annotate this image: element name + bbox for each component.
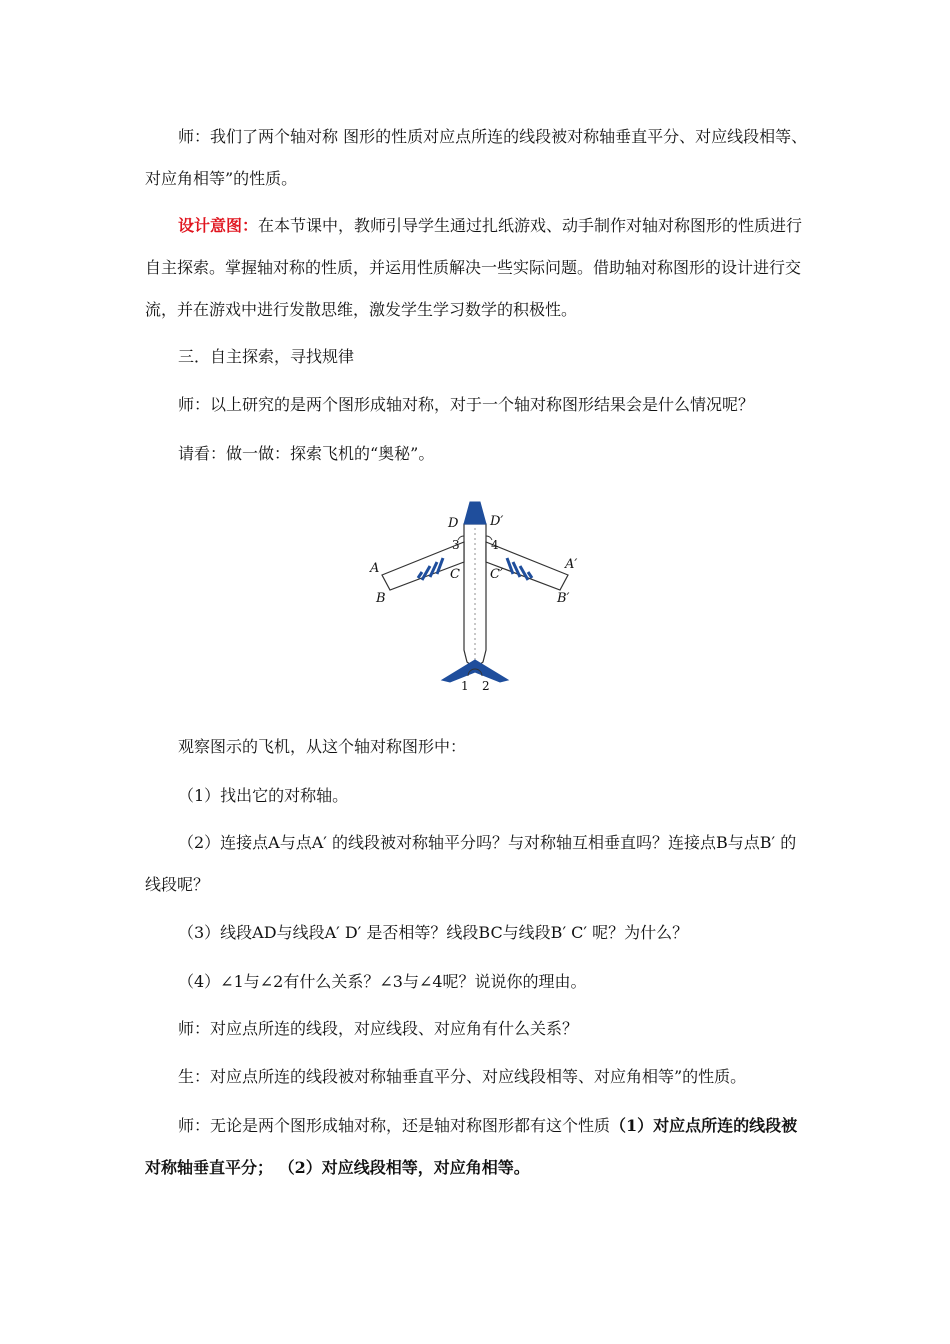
label-C: C bbox=[450, 567, 460, 582]
question-2: （2）连接点A与点A′ 的线段被对称轴平分吗？与对称轴互相垂直吗？连接点B与点B′ 的线段呢？ bbox=[145, 833, 797, 894]
airplane-figure bbox=[360, 490, 590, 696]
paragraph-teacher-question: 师：以上研究的是两个图形成轴对称，对于一个轴对称图形结果会是什么情况呢？ bbox=[178, 395, 755, 414]
label-B-prime: B′ bbox=[557, 591, 570, 606]
label-3: 3 bbox=[452, 538, 460, 552]
label-4: 4 bbox=[491, 538, 499, 552]
design-intent-label: 设计意图： bbox=[178, 216, 259, 235]
label-2: 2 bbox=[482, 679, 490, 693]
fuselage-shape bbox=[464, 524, 486, 668]
nose-shape bbox=[464, 502, 486, 524]
label-A-prime: A′ bbox=[565, 557, 578, 572]
airplane-diagram bbox=[360, 490, 590, 696]
design-intent-text: 在本节课中，教师引导学生通过扎纸游戏、动手制作对轴对称图形的性质进行自主探索。掌握轴对称的性质，并运用性质解决一些实际问题。借助轴对称图形的设计进行交流，并在游戏中进行发散思维，激发学生学习数学的积极性。 bbox=[145, 216, 803, 319]
conclusion-bold: （1）对应点所连的线段被对称轴垂直平分； （2）对应线段相等，对应角相等。 bbox=[145, 1116, 798, 1177]
paragraph-design-intent bbox=[145, 205, 810, 331]
question-4: （4）∠1与∠2有什么关系？∠3与∠4呢？说说你的理由。 bbox=[178, 972, 587, 991]
section-heading-3: 三．自主探索，寻找规律 bbox=[178, 347, 355, 366]
paragraph-student-answer: 生：对应点所连的线段被对称轴垂直平分、对应线段相等、对应角相等”的性质。 bbox=[178, 1067, 747, 1086]
label-A: A bbox=[370, 561, 380, 576]
label-D: D bbox=[448, 516, 459, 531]
tail-shape bbox=[442, 660, 508, 682]
label-1: 1 bbox=[461, 679, 469, 693]
paragraph-teacher-conclusion bbox=[145, 1105, 810, 1189]
paragraph-observe: 观察图示的飞机，从这个轴对称图形中： bbox=[178, 737, 467, 756]
question-1: （1）找出它的对称轴。 bbox=[178, 786, 349, 805]
question-3: （3）线段AD与线段A′ D′ 是否相等？线段BC与线段B′ C′ 呢？为什么？ bbox=[178, 923, 689, 942]
label-C-prime: C′ bbox=[490, 567, 503, 582]
conclusion-lead: 师：无论是两个图形成轴对称，还是轴对称图形都有这个性质 bbox=[178, 1116, 611, 1135]
label-D-prime: D′ bbox=[490, 514, 504, 529]
paragraph-teacher-summary: 师：我们了两个轴对称 图形的性质对应点所连的线段被对称轴垂直平分、对应线段相等、对应角相等”的性质。 bbox=[145, 127, 808, 188]
paragraph-look: 请看：做一做：探索飞机的“奥秘”。 bbox=[178, 444, 435, 463]
paragraph-teacher-relation: 师：对应点所连的线段，对应线段、对应角有什么关系？ bbox=[178, 1019, 579, 1038]
label-B: B bbox=[376, 591, 386, 606]
